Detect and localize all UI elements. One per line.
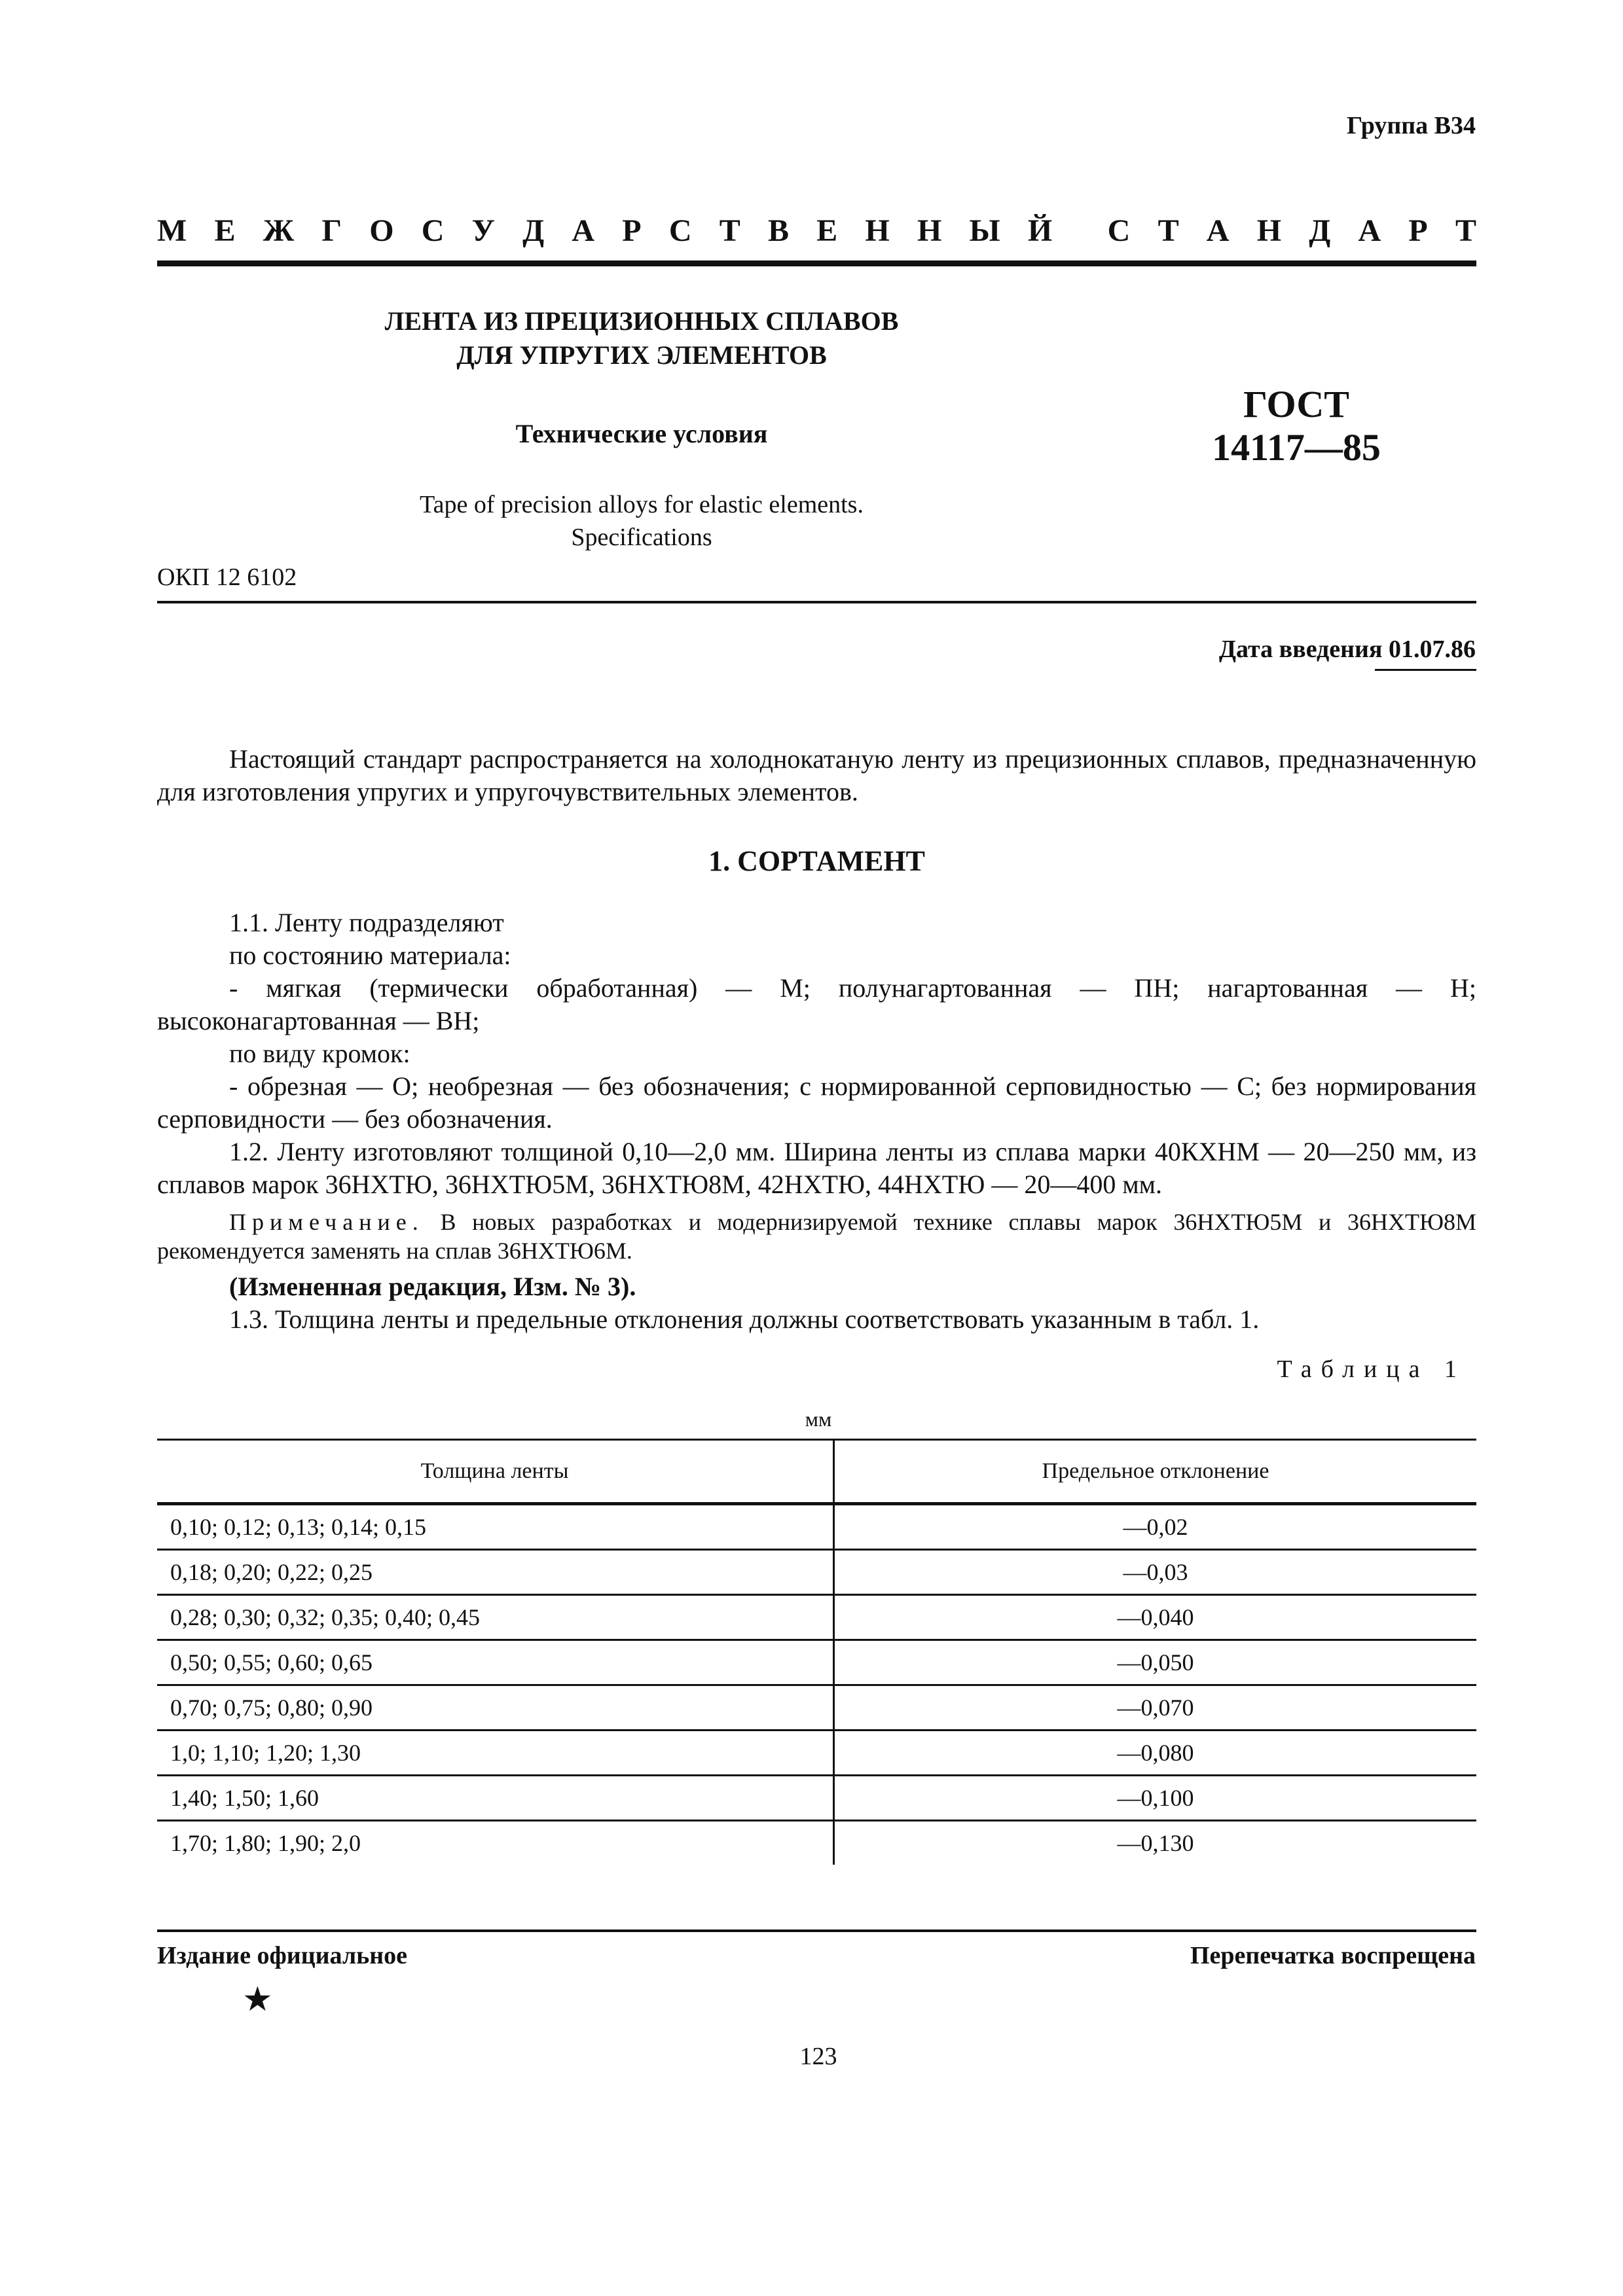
banner-letter: С bbox=[421, 213, 445, 248]
intro-date-label: Дата введения bbox=[1218, 636, 1383, 663]
section-body bbox=[157, 906, 1476, 1336]
title-block bbox=[282, 304, 1002, 554]
clause-1-1-material: по состоянию материала: bbox=[229, 941, 511, 970]
footer-rule bbox=[157, 1929, 1476, 1932]
header-thickness: Толщина ленты bbox=[157, 1440, 834, 1504]
thickness-cell: 0,28; 0,30; 0,32; 0,35; 0,40; 0,45 bbox=[157, 1595, 834, 1640]
header-deviation: Предельное отклонение bbox=[834, 1440, 1477, 1504]
thickness-cell: 0,50; 0,55; 0,60; 0,65 bbox=[157, 1640, 834, 1685]
banner-letter: Д bbox=[522, 213, 545, 248]
banner-letter: Н bbox=[865, 213, 890, 248]
table-row bbox=[157, 1776, 1476, 1821]
deviation-cell: —0,130 bbox=[1117, 1830, 1194, 1856]
intro-date-value: 01.07.86 bbox=[1389, 636, 1476, 663]
official-edition: Издание официальное bbox=[157, 1942, 408, 1969]
banner-letter: А bbox=[572, 213, 595, 248]
gost-number bbox=[1165, 383, 1427, 469]
deviation-cell: —0,02 bbox=[834, 1504, 1477, 1550]
note-text: В новых разработках и модернизируемой технике сплавы марок 36НХТЮ5М и 36НХТЮ8М рекомендуется заменять на сплав 36НХТЮ6М. bbox=[157, 1209, 1476, 1264]
okp-code: ОКП 12 6102 bbox=[157, 564, 297, 591]
banner-letter: А bbox=[1206, 213, 1230, 248]
section-title: 1. СОРТАМЕНТ bbox=[708, 845, 925, 877]
table-row bbox=[157, 1731, 1476, 1776]
intro-paragraph: Настоящий стандарт распространяется на холоднокатаную ленту из прецизионных сплавов, предназначенную для изготовления упругих и упругочувствительных элементов. bbox=[157, 744, 1476, 806]
banner-letter: У bbox=[471, 213, 495, 248]
banner-letter: Д bbox=[1309, 213, 1331, 248]
banner-letter: Е bbox=[214, 213, 236, 248]
reprint-prohibited: Перепечатка воспрещена bbox=[1190, 1942, 1476, 1969]
date-underline bbox=[1375, 669, 1476, 671]
thickness-cell: 1,0; 1,10; 1,20; 1,30 bbox=[157, 1731, 834, 1776]
gost-code: 14117—85 bbox=[1212, 426, 1381, 469]
interstate-standard-banner bbox=[157, 213, 1476, 249]
deviation-cell: —0,070 bbox=[834, 1685, 1477, 1731]
banner-letter: Т bbox=[1455, 213, 1476, 248]
thickness-cell: 1,70; 1,80; 1,90; 2,0 bbox=[157, 1821, 834, 1865]
title-line-1: ЛЕНТА ИЗ ПРЕЦИЗИОННЫХ СПЛАВОВ bbox=[384, 306, 899, 336]
banner-letter: Е bbox=[816, 213, 838, 248]
banner-letter: Ж bbox=[263, 213, 295, 248]
banner-letter: Н bbox=[917, 213, 942, 248]
table-unit: мм bbox=[805, 1407, 832, 1431]
note-label: Примечание. bbox=[229, 1209, 424, 1235]
thickness-cell: 0,10; 0,12; 0,13; 0,14; 0,15 bbox=[157, 1504, 834, 1550]
thickness-cell: 1,40; 1,50; 1,60 bbox=[157, 1776, 834, 1821]
table-row bbox=[157, 1504, 1476, 1550]
header-rule bbox=[157, 260, 1476, 266]
table-caption: Таблица 1 bbox=[1277, 1355, 1466, 1383]
banner-letter: Т bbox=[719, 213, 740, 248]
banner-letter: В bbox=[767, 213, 789, 248]
english-title bbox=[282, 488, 1002, 554]
clause-1-1: 1.1. Ленту подразделяют bbox=[229, 908, 504, 937]
banner-letter: М bbox=[157, 213, 187, 248]
deviation-cell: —0,03 bbox=[834, 1550, 1477, 1595]
deviation-cell: —0,050 bbox=[834, 1640, 1477, 1685]
note bbox=[157, 1208, 1476, 1265]
table-row bbox=[157, 1550, 1476, 1595]
tolerance-table bbox=[157, 1439, 1476, 1865]
deviation-cell: —0,100 bbox=[834, 1776, 1477, 1821]
star-icon: ★ bbox=[242, 1981, 273, 2018]
banner-letter: Г bbox=[321, 213, 342, 248]
clause-1-1-edges: по виду кромок: bbox=[229, 1039, 410, 1068]
banner-letter: Т bbox=[1158, 213, 1179, 248]
banner-letter: Р bbox=[1408, 213, 1428, 248]
amendment-note: (Измененная редакция, Изм. № 3). bbox=[229, 1272, 636, 1301]
banner-letter: С bbox=[1107, 213, 1131, 248]
clause-1-3: 1.3. Толщина ленты и предельные отклонения должны соответствовать указанным в табл. 1. bbox=[229, 1304, 1260, 1334]
gost-label: ГОСТ bbox=[1243, 383, 1349, 425]
intro-date bbox=[1219, 635, 1476, 664]
table-header-row bbox=[157, 1440, 1476, 1504]
table-row bbox=[157, 1821, 1476, 1865]
okp-rule bbox=[157, 601, 1476, 603]
banner-letter: Р bbox=[622, 213, 642, 248]
banner-letter: Н bbox=[1256, 213, 1282, 248]
banner-letter: О bbox=[369, 213, 394, 248]
banner-letter: Ы bbox=[969, 213, 1000, 248]
title-line-2: ДЛЯ УПРУГИХ ЭЛЕМЕНТОВ bbox=[456, 340, 827, 370]
thickness-cell: 0,18; 0,20; 0,22; 0,25 bbox=[157, 1550, 834, 1595]
deviation-cell: —0,040 bbox=[834, 1595, 1477, 1640]
group-code: Группа В34 bbox=[1346, 112, 1476, 139]
banner-letter: Й bbox=[1027, 213, 1053, 248]
clause-1-2: 1.2. Ленту изготовляют толщиной 0,10—2,0 мм. Ширина ленты из сплава марки 40КХНМ — 20—250 мм, из сплавов марок 36НХТЮ, 36НХТЮ5М, 36НХТЮ8М, 42НХТЮ, 44НХТЮ — 20—400 мм. bbox=[157, 1137, 1476, 1199]
table-row bbox=[157, 1685, 1476, 1731]
english-title-line-2: Specifications bbox=[571, 524, 712, 551]
thickness-cell: 0,70; 0,75; 0,80; 0,90 bbox=[157, 1685, 834, 1731]
clause-1-1-edges-list: - обрезная — О; необрезная — без обозначения; с нормированной серповидностью — С; без нормирования серповидности — без обозначения. bbox=[157, 1071, 1476, 1134]
subtitle: Технические условия bbox=[515, 419, 768, 448]
clause-1-1-material-list: - мягкая (термически обработанная) — М; полунагартованная — ПН; нагартованная — Н; высоконагартованная — ВН; bbox=[157, 973, 1476, 1035]
table-row bbox=[157, 1640, 1476, 1685]
table-row bbox=[157, 1595, 1476, 1640]
english-title-line-1: Tape of precision alloys for elastic elements. bbox=[420, 491, 864, 518]
page-number: 123 bbox=[799, 2043, 837, 2070]
banner-letter: С bbox=[668, 213, 692, 248]
banner-letter: А bbox=[1358, 213, 1381, 248]
deviation-cell: —0,080 bbox=[834, 1731, 1477, 1776]
